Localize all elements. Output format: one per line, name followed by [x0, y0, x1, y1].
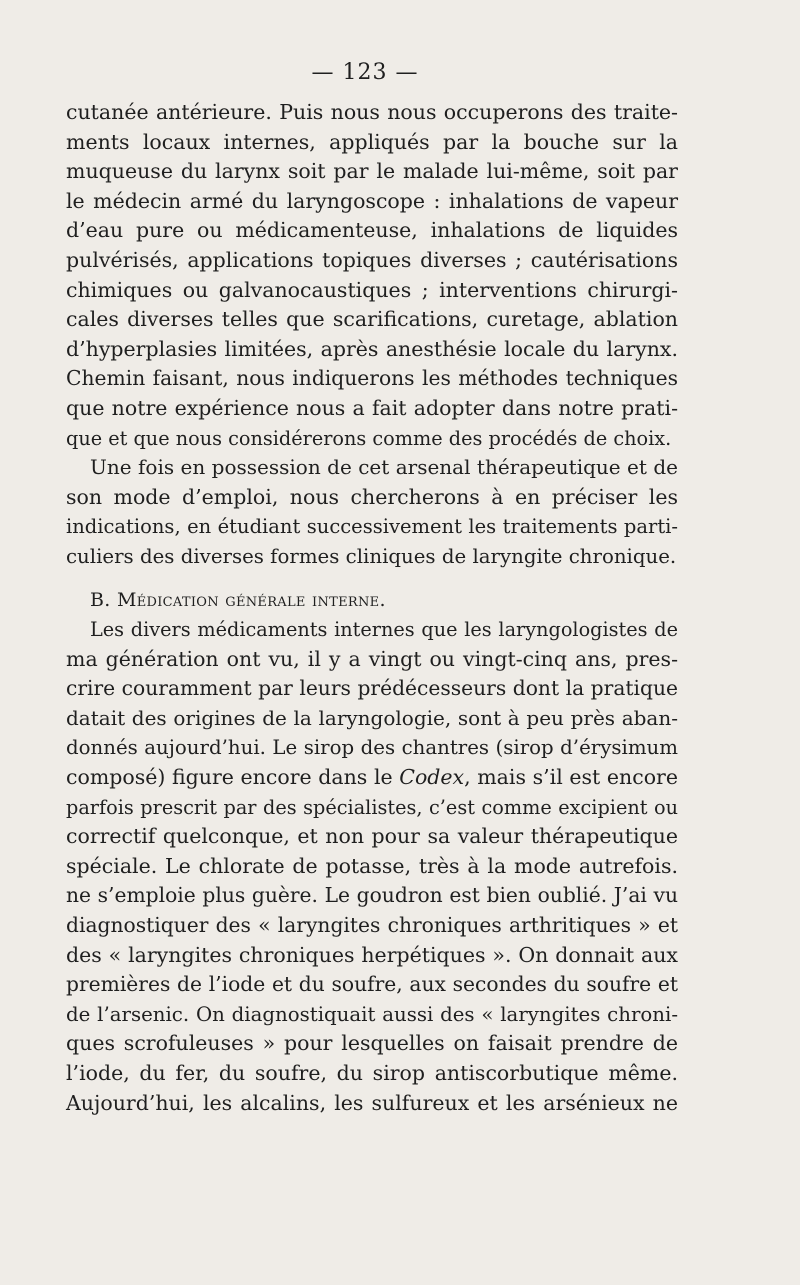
text-line: ne s’emploie plus guère. Le goudron est bien oublié. J’ai vu: [66, 883, 678, 908]
text-line: Chemin faisant, nous indiquerons les méthodes techniques: [66, 366, 678, 391]
text-line: pulvérisés, applications topiques diverses ; cautérisations: [66, 247, 678, 272]
text-line: d’hyperplasies limitées, après anesthésie locale du larynx.: [66, 336, 678, 361]
page-number: — 123 —: [311, 60, 419, 85]
text-segment: composé) figure encore dans le: [66, 765, 400, 790]
text-line: parfois prescrit par des spécialistes, c’est comme excipient ou: [66, 795, 678, 819]
text-line: ments locaux internes, appliqués par la bouche sur la: [66, 129, 678, 154]
text-line: premières de l’iode et du soufre, aux secondes du soufre et: [66, 972, 678, 997]
text-line: datait des origines de la laryngologie, sont à peu près aban-: [66, 705, 678, 730]
text-line: [66, 763, 678, 793]
text-line: son mode d’emploi, nous chercherons à en préciser les: [66, 484, 678, 509]
text-segment: , mais s’il est encore: [464, 765, 678, 790]
text-line: l’iode, du fer, du soufre, du sirop antiscorbutique même.: [66, 1061, 678, 1085]
section-letter: B.: [90, 588, 111, 611]
text-line: ques scrofuleuses » pour lesquelles on faisait prendre de: [66, 1031, 678, 1056]
section-title: Médication générale interne.: [116, 588, 386, 611]
text-line: correctif quelconque, et non pour sa valeur thérapeutique: [66, 824, 678, 849]
text-line: Les divers médicaments internes que les laryngologistes de: [90, 618, 678, 642]
text-line: que et que nous considérerons comme des procédés de choix.: [66, 426, 672, 450]
text-line: ma génération ont vu, il y a vingt ou vingt-cinq ans, pres-: [66, 646, 678, 671]
text-line: culiers des diverses formes cliniques de laryngite chronique.: [66, 544, 677, 568]
section-heading: [66, 586, 678, 616]
italic-title: Codex: [399, 765, 465, 790]
text-line: Une fois en possession de cet arsenal thérapeutique et de: [90, 455, 678, 480]
text-line: muqueuse du larynx soit par le malade lui-même, soit par: [66, 159, 678, 184]
text-line: que notre expérience nous a fait adopter dans notre prati-: [66, 395, 678, 420]
text-line: des « laryngites chroniques herpétiques ». On donnait aux: [66, 942, 678, 967]
text-line: de l’arsenic. On diagnostiquait aussi des « laryngites chroni-: [66, 1002, 678, 1026]
text-line: indications, en étudiant successivement les traitements parti-: [66, 515, 678, 539]
paragraph-3: [66, 615, 678, 1118]
paragraph-1: [66, 98, 678, 453]
text-line: d’eau pure ou médicamenteuse, inhalations de liquides: [66, 218, 678, 243]
text-line: diagnostiquer des « laryngites chroniques arthritiques » et: [66, 913, 678, 938]
text-line: Aujourd’hui, les alcalins, les sulfureux et les arsénieux ne: [66, 1090, 678, 1115]
paragraph-2: [66, 453, 678, 571]
text-line: crire couramment par leurs prédécesseurs dont la pratique: [66, 676, 678, 701]
text-line: spéciale. Le chlorate de potasse, très à la mode autrefois.: [66, 853, 678, 878]
text-line: cales diverses telles que scarifications, curetage, ablation: [66, 307, 678, 332]
text-line: le médecin armé du laryngoscope : inhalations de vapeur: [66, 188, 678, 213]
text-line: cutanée antérieure. Puis nous nous occuperons des traite-: [66, 100, 678, 124]
text-line: chimiques ou galvanocaustiques ; interventions chirurgi-: [66, 277, 678, 302]
text-line: donnés aujourd’hui. Le sirop des chantres (sirop d’érysimum: [66, 736, 678, 760]
body-text: [66, 98, 678, 1118]
